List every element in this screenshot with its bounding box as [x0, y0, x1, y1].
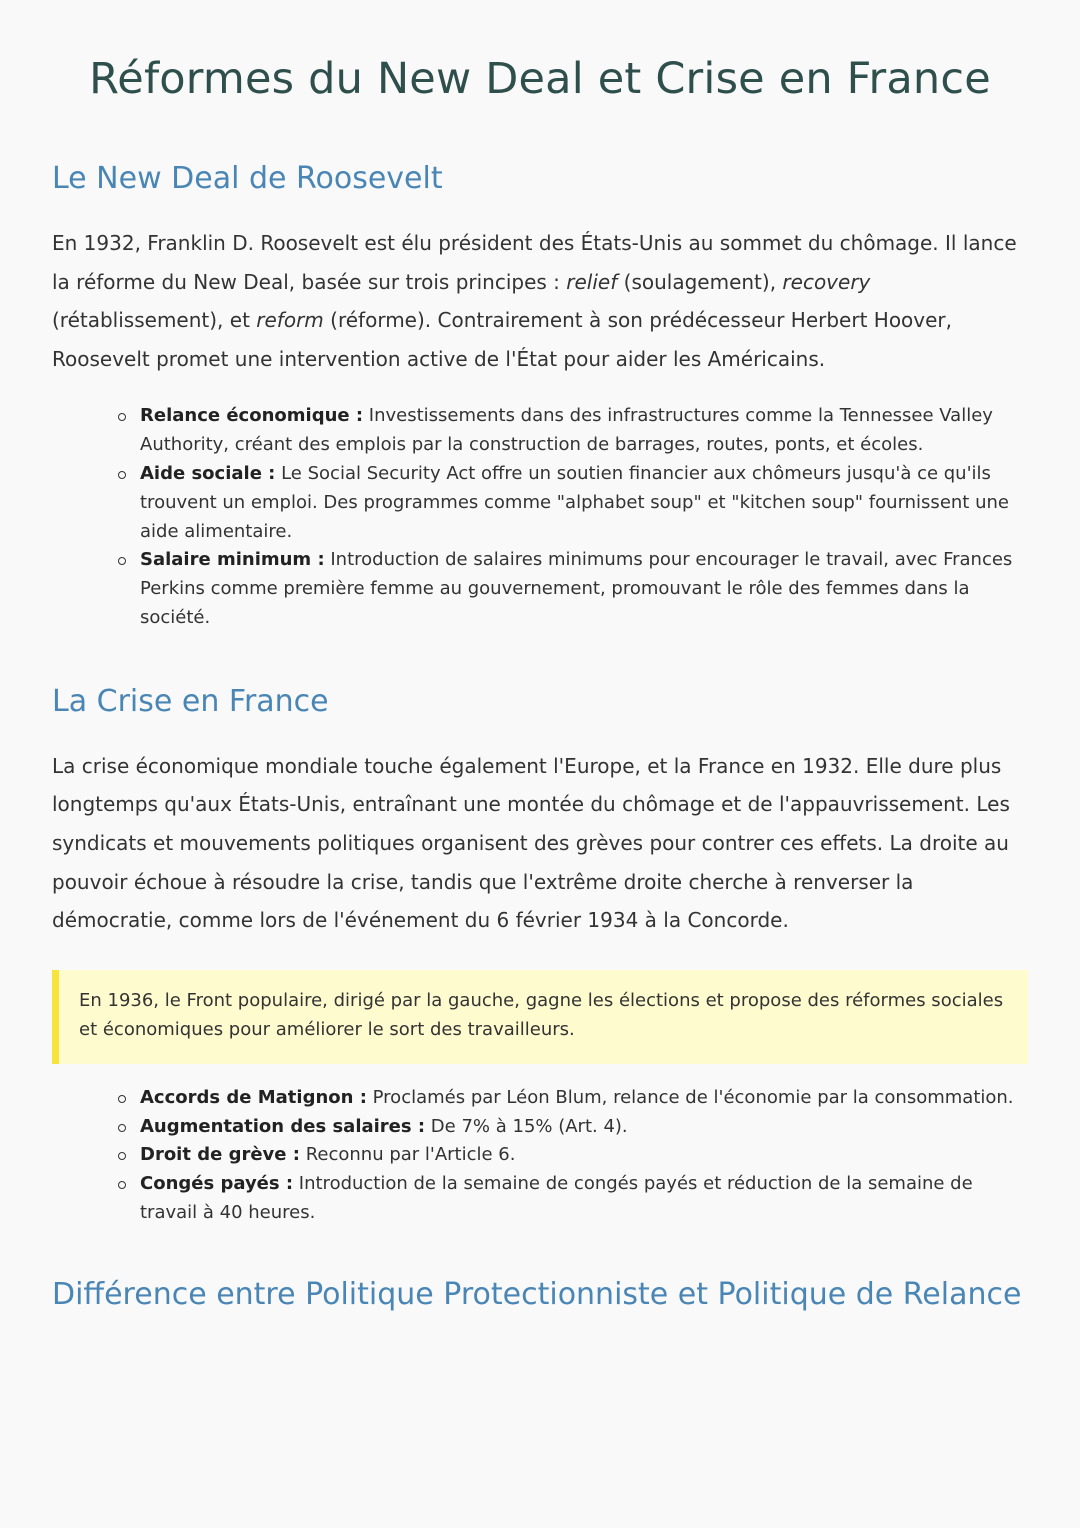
item-text: Introduction de la semaine de congés payés et réduction de la semaine de travail à 40 heures. — [140, 1173, 973, 1223]
list-item — [140, 402, 1028, 460]
item-text: De 7% à 15% (Art. 4). — [425, 1115, 628, 1137]
front-populaire-list — [52, 1084, 1028, 1228]
item-label: Augmentation des salaires : — [140, 1115, 426, 1137]
item-label: Relance économique : — [140, 405, 364, 427]
list-item — [140, 1141, 1028, 1170]
new-deal-paragraph — [52, 224, 1028, 378]
italic-term: recovery — [782, 269, 871, 294]
crise-paragraph: La crise économique mondiale touche également l'Europe, et la France en 1932. Elle dure plus longtemps qu'aux États-Unis, entraînant une montée du chômage et de l'appauvrissement. Les syndicats et mouvements politiques organisent des grèves pour contrer ces effets. La droite au pouvoir échoue à résoudre la crise, tandis que l'extrême droite cherche à renverser la démocratie, comme lors de l'événement du 6 février 1934 à la Concorde. — [52, 753, 1010, 933]
item-text: Le Social Security Act offre un soutien financier aux chômeurs jusqu'à ce qu'ils trouvent un emploi. Des programmes comme "alphabet soup" et "kitchen soup" fournissent une aide alimentaire. — [140, 462, 1009, 542]
section-heading-difference: Différence entre Politique Protectionniste et Politique de Relance — [52, 1276, 1022, 1312]
italic-term: relief — [566, 269, 618, 294]
item-label: Accords de Matignon : — [140, 1086, 367, 1108]
section-heading-crise-france: La Crise en France — [52, 683, 329, 719]
text: (soulagement), — [617, 269, 783, 294]
list-item — [140, 460, 1028, 546]
item-text: Proclamés par Léon Blum, relance de l'économie par la consommation. — [366, 1086, 1014, 1108]
item-text: Reconnu par l'Article 6. — [299, 1144, 516, 1166]
item-text: Investissements dans des infrastructures comme la Tennessee Valley Authority, créant des emplois par la construction de barrages, routes, ponts, et écoles. — [140, 405, 993, 456]
list-item — [140, 1113, 1028, 1142]
text: (réforme). Contrairement à son prédécesseur Herbert Hoover, Roosevelt promet une intervention active de l'État pour aider les Américains. — [52, 308, 953, 371]
text: (rétablissement), et — [52, 308, 257, 333]
text: En 1932, Franklin D. Roosevelt est élu président des États-Unis au sommet du chômage. Il lance la réforme du New Deal, basée sur trois principes : — [52, 231, 1017, 294]
list-item — [140, 546, 1028, 632]
item-label: Congés payés : — [140, 1173, 294, 1195]
item-label: Droit de grève : — [140, 1144, 300, 1166]
section-heading-new-deal: Le New Deal de Roosevelt — [52, 161, 443, 196]
page-title: Réformes du New Deal et Crise en France — [89, 54, 991, 104]
highlight-note: En 1936, le Front populaire, dirigé par la gauche, gagne les élections et propose des réformes sociales et économiques pour améliorer le sort des travailleurs. — [52, 970, 1028, 1064]
item-label: Salaire minimum : — [140, 549, 325, 571]
new-deal-list — [52, 402, 1028, 632]
list-item — [140, 1170, 1028, 1228]
item-label: Aide sociale : — [140, 462, 276, 484]
italic-term: reform — [256, 308, 324, 333]
list-item — [140, 1084, 1028, 1113]
item-text: Introduction de salaires minimums pour encourager le travail, avec Frances Perkins comme première femme au gouvernement, promouvant le rôle des femmes dans la société. — [140, 549, 1013, 628]
